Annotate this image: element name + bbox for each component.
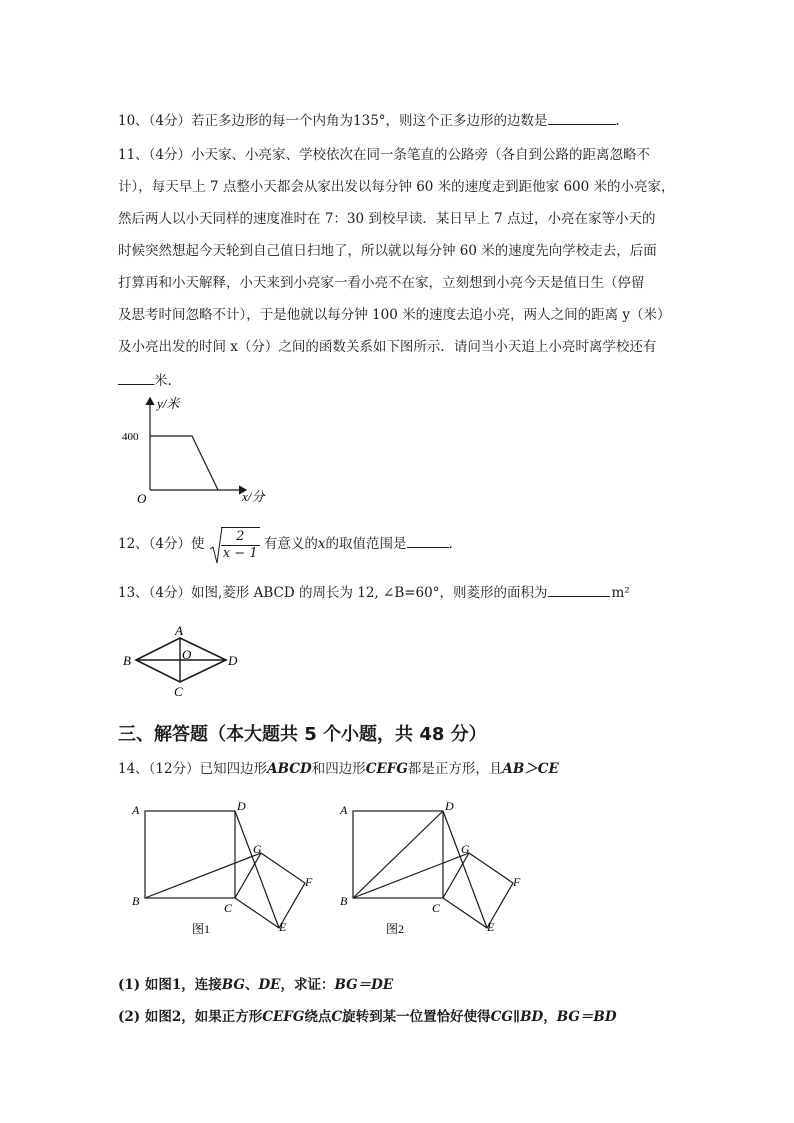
q11-line-1: 11、（4分）小天家、小亮家、学校依次在同一条笔直的公路旁（各自到公路的距离忽略不 xyxy=(118,147,651,163)
answer-blank-11[interactable] xyxy=(118,370,154,385)
segment-bg xyxy=(145,853,261,898)
question-14 xyxy=(118,760,559,778)
q14-condition: AB＞CE xyxy=(502,761,559,777)
question-14-part-1 xyxy=(118,976,393,994)
label-C: C xyxy=(174,684,183,699)
q12-variable: x xyxy=(317,536,326,552)
fig2-label-C: C xyxy=(432,901,441,915)
fig2-label-G: G xyxy=(461,842,470,856)
graph-line xyxy=(150,436,218,490)
figure-1 xyxy=(125,795,325,940)
fig2-label-B: B xyxy=(340,894,348,908)
part1-text: (1) 如图1，连接 xyxy=(118,977,222,993)
answer-blank-12[interactable] xyxy=(407,533,449,548)
radical xyxy=(209,525,260,565)
q11-line-2: 计），每天早上 7 点整小天都会从家出发以每分钟 60 米的速度走到距他家 600 米的小亮家， xyxy=(118,179,675,195)
part2-comma: ， xyxy=(543,1009,557,1025)
fig1-label-F: F xyxy=(305,875,313,889)
fig2-label-F: F xyxy=(513,875,521,889)
fig1-label-A: A xyxy=(132,803,140,817)
q14-text-start: 14、（12分）已知四边形 xyxy=(118,761,268,777)
q12-text-mid: 有意义的 xyxy=(263,536,318,552)
fig2-label-E: E xyxy=(487,920,495,934)
fraction-denominator: x − 1 xyxy=(222,545,258,561)
q10-period: . xyxy=(615,113,620,129)
part1-claim: BG＝DE xyxy=(334,977,394,993)
question-10 xyxy=(118,110,620,130)
part1-de: DE xyxy=(258,977,281,993)
figure-2 xyxy=(333,795,533,940)
q12-text-rest: 的取值范围是 xyxy=(325,536,407,552)
label-A: A xyxy=(175,623,183,638)
rhombus-figure xyxy=(120,620,250,700)
q11-line-4: 时候突然想起今天轮到自己值日扫地了，所以就以每分钟 60 米的速度先向学校走去，后面 xyxy=(118,243,657,259)
part2-square: CEFG xyxy=(262,1009,305,1025)
q11-line-6: 及思考时间忽略不计），于是他就以每分钟 100 米的速度去追小亮，两人之间的距离 y（米） xyxy=(118,307,671,323)
q13-text: 13、（4分）如图,菱形 ABCD 的周长为 12, ∠B=60°，则菱形的面积为 xyxy=(118,585,548,601)
q12-text-start: 12、（4分）使 xyxy=(118,536,205,552)
x-axis-label: x/分 xyxy=(242,489,265,504)
y-axis-label: y/米 xyxy=(157,396,180,411)
fig1-label-B: B xyxy=(132,894,140,908)
fig1-label-C: C xyxy=(224,901,233,915)
square-cefg xyxy=(235,853,305,928)
question-13 xyxy=(118,582,630,602)
part2-point-c: C xyxy=(331,1009,343,1025)
q14-text-suffix: 都是正方形，且 xyxy=(407,761,503,777)
part2-cond2: BG＝BD xyxy=(556,1009,617,1025)
q11-unit: 米. xyxy=(154,373,172,389)
q11-line-8 xyxy=(118,370,172,390)
part1-mid: ，求证： xyxy=(280,977,335,993)
q11-line-5: 打算再和小天解释，小天来到小亮家一看小亮不在家，立刻想到小亮今天是值日生（停留 xyxy=(118,275,645,291)
radical-sign xyxy=(209,525,223,565)
fig1-label-G: G xyxy=(253,842,262,856)
origin-label: O xyxy=(137,491,147,506)
q11-line-7: 及小亮出发的时间 x（分）之间的函数关系如下图所示．请问当小天追上小亮时离学校还有 xyxy=(118,339,657,355)
section-3-heading: 三、解答题（本大题共 5 个小题，共 48 分） xyxy=(118,724,487,745)
question-14-part-2 xyxy=(118,1008,617,1026)
part2-text: (2) 如图2，如果正方形 xyxy=(118,1009,263,1025)
q13-unit: m² xyxy=(611,585,630,601)
distance-time-graph xyxy=(120,392,280,507)
segment-de xyxy=(235,811,279,928)
q14-text-and: 和四边形 xyxy=(311,761,366,777)
answer-blank-13[interactable] xyxy=(548,582,610,597)
q12-period: . xyxy=(448,536,453,552)
part2-rest: 旋转到某一位置恰好使得 xyxy=(342,1009,491,1025)
q14-abcd: ABCD xyxy=(267,761,312,777)
answer-blank-10[interactable] xyxy=(548,110,616,125)
fig1-label-D: D xyxy=(237,799,246,813)
label-D: D xyxy=(228,653,238,668)
part2-mid: 绕点 xyxy=(304,1009,332,1025)
part1-bg: BG xyxy=(221,977,245,993)
fig2-label-A: A xyxy=(340,803,348,817)
fig1-caption: 图1 xyxy=(192,922,211,936)
segment-bd xyxy=(353,811,443,898)
square-cefg xyxy=(443,853,513,928)
fraction-numerator: 2 xyxy=(221,529,260,546)
square-abcd xyxy=(145,811,235,898)
fig1-label-E: E xyxy=(279,920,287,934)
part2-cond1: CG∥BD xyxy=(490,1009,544,1025)
segment-de xyxy=(443,811,487,928)
segment-bg xyxy=(353,853,469,898)
tick-400: 400 xyxy=(122,431,139,443)
label-B: B xyxy=(123,653,131,668)
q11-line-3: 然后两人以小天同样的速度准时在 7：30 到校早读．某日早上 7 点过，小亮在家等小天的 xyxy=(118,211,656,227)
fig2-caption: 图2 xyxy=(386,922,405,936)
fig2-label-D: D xyxy=(445,799,454,813)
q14-cefg: CEFG xyxy=(365,761,408,777)
question-12 xyxy=(118,524,453,564)
q10-text: 10、（4分）若正多边形的每一个内角为135°，则这个正多边形的边数是 xyxy=(118,113,548,129)
part1-sep: 、 xyxy=(244,977,259,993)
label-O: O xyxy=(182,647,192,662)
